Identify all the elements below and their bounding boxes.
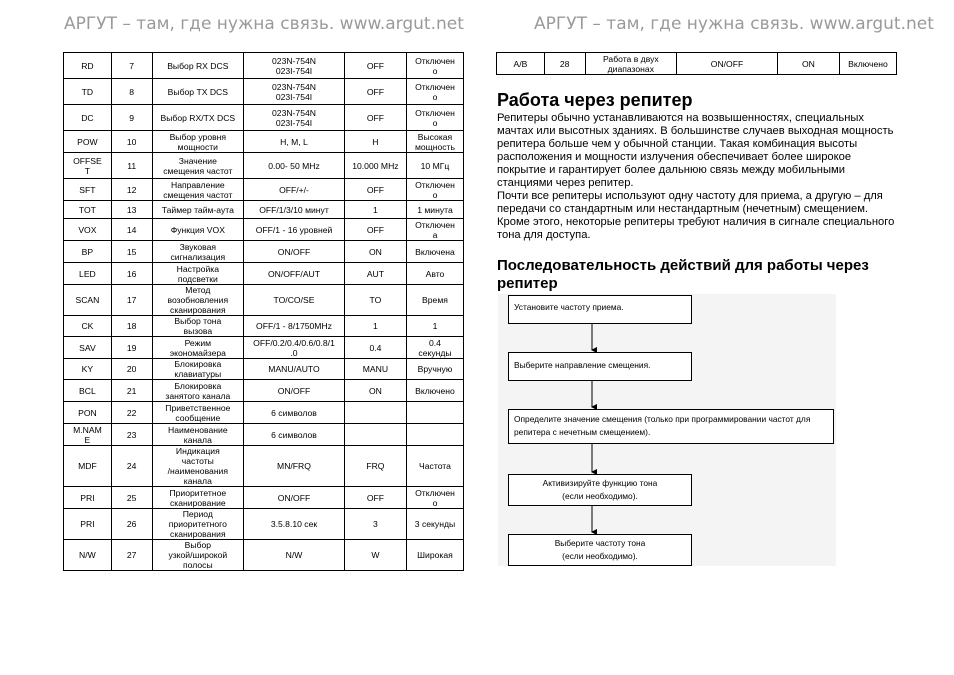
- table-row: [64, 241, 464, 263]
- table-cell: Выбор RX/TX DCS: [152, 105, 244, 131]
- table-cell: 13: [111, 201, 152, 219]
- table-cell: Выбор узкой/широкой полосы: [152, 540, 244, 571]
- table-cell: Выбор уровня мощности: [152, 131, 244, 153]
- table-cell: 19: [111, 337, 152, 359]
- table-row: [64, 337, 464, 359]
- table-cell: OFF: [344, 105, 406, 131]
- table-cell: OFF: [344, 487, 406, 509]
- flow-step-1: Установите частоту приема.: [508, 295, 692, 324]
- table-cell: MANU: [344, 359, 406, 380]
- table-cell: PRI: [64, 509, 112, 540]
- table-cell: ON/OFF: [677, 53, 778, 75]
- table-cell: N/W: [64, 540, 112, 571]
- table-cell: Выбор TX DCS: [152, 79, 244, 105]
- flow-step-4: [508, 474, 692, 506]
- table-cell: OFF: [344, 53, 406, 79]
- table-cell: 0.4 секунды: [406, 337, 463, 359]
- table-cell: ON: [344, 241, 406, 263]
- table-cell: [344, 424, 406, 446]
- menu-settings-table-continued: [496, 52, 897, 75]
- table-row: [64, 487, 464, 509]
- table-cell: 3 секунды: [406, 509, 463, 540]
- table-cell: 27: [111, 540, 152, 571]
- table-cell: 0.00- 50 MHz: [244, 153, 345, 179]
- flow-step-5-text: Выберите частоту тона (если необходимо).: [554, 538, 646, 561]
- table-cell: LED: [64, 263, 112, 285]
- table-cell: Отключен а: [406, 219, 463, 241]
- table-cell: Приоритетное сканирование: [152, 487, 244, 509]
- table-cell: OFF/1 - 16 уровней: [244, 219, 345, 241]
- table-cell: Включена: [406, 241, 463, 263]
- table-cell: TO: [344, 285, 406, 316]
- table-cell: TO/CO/SE: [244, 285, 345, 316]
- table-cell: 24: [111, 446, 152, 487]
- table-row: [497, 53, 897, 75]
- table-row: [64, 380, 464, 402]
- table-cell: 1: [344, 316, 406, 337]
- table-cell: Время: [406, 285, 463, 316]
- table-cell: Работа в двух диапазонах: [585, 53, 677, 75]
- table-cell: TOT: [64, 201, 112, 219]
- table-row: [64, 509, 464, 540]
- table-cell: OFF: [344, 219, 406, 241]
- table-row: [64, 263, 464, 285]
- table-cell: 10: [111, 131, 152, 153]
- table-cell: 28: [544, 53, 585, 75]
- table-cell: Индикация частоты /наименования канала: [152, 446, 244, 487]
- table-row: [64, 131, 464, 153]
- table-cell: 16: [111, 263, 152, 285]
- table-cell: H: [344, 131, 406, 153]
- table-row: [64, 446, 464, 487]
- table-row: [64, 179, 464, 201]
- table-cell: H, M, L: [244, 131, 345, 153]
- table-cell: Настройка подсветки: [152, 263, 244, 285]
- table-cell: W: [344, 540, 406, 571]
- table-cell: Включено: [839, 53, 896, 75]
- table-cell: 023N-754N 023I-754I: [244, 53, 345, 79]
- table-cell: 023N-754N 023I-754I: [244, 105, 345, 131]
- table-cell: Отключен о: [406, 79, 463, 105]
- table-cell: Отключен о: [406, 179, 463, 201]
- table-cell: 10.000 MHz: [344, 153, 406, 179]
- table-cell: OFF: [344, 179, 406, 201]
- table-cell: VOX: [64, 219, 112, 241]
- table-cell: 20: [111, 359, 152, 380]
- table-cell: 25: [111, 487, 152, 509]
- table-row: [64, 424, 464, 446]
- table-cell: ON: [344, 380, 406, 402]
- table-cell: Включено: [406, 380, 463, 402]
- table-cell: Наименование канала: [152, 424, 244, 446]
- table-row: [64, 285, 464, 316]
- table-cell: 15: [111, 241, 152, 263]
- table-cell: Отключен о: [406, 487, 463, 509]
- table-cell: AUT: [344, 263, 406, 285]
- flow-step-3: Определите значение смещения (только при программировании частот для репитера с нечетным смещением).: [508, 409, 834, 444]
- table-cell: POW: [64, 131, 112, 153]
- table-cell: 17: [111, 285, 152, 316]
- table-cell: Метод возобновления сканирования: [152, 285, 244, 316]
- table-cell: 0.4: [344, 337, 406, 359]
- flow-step-2: Выберите направление смещения.: [508, 352, 692, 381]
- table-cell: 023N-754N 023I-754I: [244, 79, 345, 105]
- table-cell: ON: [777, 53, 839, 75]
- table-cell: KY: [64, 359, 112, 380]
- table-cell: 14: [111, 219, 152, 241]
- table-cell: 22: [111, 402, 152, 424]
- table-cell: 8: [111, 79, 152, 105]
- page-header-right: АРГУТ – там, где нужна связь. www.argut.net: [534, 14, 934, 34]
- table-cell: 1: [406, 316, 463, 337]
- table-cell: 1 минута: [406, 201, 463, 219]
- table-cell: OFF/0.2/0.4/0.6/0.8/1 .0: [244, 337, 345, 359]
- table-row: [64, 219, 464, 241]
- table-cell: 11: [111, 153, 152, 179]
- table-cell: 6 символов: [244, 424, 345, 446]
- table-cell: TD: [64, 79, 112, 105]
- table-cell: OFF: [344, 79, 406, 105]
- table-cell: M.NAM E: [64, 424, 112, 446]
- table-row: [64, 316, 464, 337]
- table-cell: N/W: [244, 540, 345, 571]
- table-cell: ON/OFF: [244, 241, 345, 263]
- table-cell: 6 символов: [244, 402, 345, 424]
- table-cell: [406, 424, 463, 446]
- table-cell: BCL: [64, 380, 112, 402]
- table-cell: Блокировка занятого канала: [152, 380, 244, 402]
- page-header-left: АРГУТ – там, где нужна связь. www.argut.net: [64, 14, 464, 34]
- table-cell: MN/FRQ: [244, 446, 345, 487]
- table-row: [64, 540, 464, 571]
- table-cell: ON/OFF: [244, 380, 345, 402]
- table-cell: OFF/+/-: [244, 179, 345, 201]
- table-cell: Высокая мощность: [406, 131, 463, 153]
- table-cell: Вручную: [406, 359, 463, 380]
- table-cell: Отключен о: [406, 105, 463, 131]
- table-cell: MDF: [64, 446, 112, 487]
- table-cell: PON: [64, 402, 112, 424]
- table-cell: Значение смещения частот: [152, 153, 244, 179]
- table-cell: PRI: [64, 487, 112, 509]
- table-cell: 18: [111, 316, 152, 337]
- table-cell: 3.5.8.10 сек: [244, 509, 345, 540]
- table-cell: Блокировка клавиатуры: [152, 359, 244, 380]
- flow-step-4-text: Активизируйте функцию тона (если необходимо).: [542, 478, 658, 501]
- table-cell: Авто: [406, 263, 463, 285]
- repeater-paragraph-1: Репитеры обычно устанавливаются на возвышенностях, специальных мачтах или высотных зданиях. В большинстве случаев выходная мощность репитера больше чем у обычной станции. Такая комбинация высоты расположения и мощности излучения обеспечивает более широкое покрытие и гарантирует более дальнюю связь между мобильными станциями через репитер.: [497, 112, 894, 189]
- table-cell: RD: [64, 53, 112, 79]
- table-cell: BP: [64, 241, 112, 263]
- table-cell: 9: [111, 105, 152, 131]
- table-row: [64, 201, 464, 219]
- table-cell: OFF/1/3/10 минут: [244, 201, 345, 219]
- table-cell: 12: [111, 179, 152, 201]
- table-cell: 21: [111, 380, 152, 402]
- section-title-repeater: Работа через репитер: [497, 90, 693, 110]
- table-cell: Отключен о: [406, 53, 463, 79]
- table-row: [64, 359, 464, 380]
- table-cell: SCAN: [64, 285, 112, 316]
- table-cell: Широкая: [406, 540, 463, 571]
- table-cell: Режим экономайзера: [152, 337, 244, 359]
- repeater-paragraph-2: Почти все репитеры используют одну частоту для приема, а другую – для передачи со стандартным или нестандартным (нечетным) смещением. Кроме этого, некоторые репитеры требуют наличия в сигнале специального тона для доступа.: [497, 190, 895, 241]
- table-cell: ON/OFF/AUT: [244, 263, 345, 285]
- table-row: [64, 153, 464, 179]
- table-cell: Функция VOX: [152, 219, 244, 241]
- table-cell: SAV: [64, 337, 112, 359]
- table-cell: Таймер тайм-аута: [152, 201, 244, 219]
- table-cell: OFFSE T: [64, 153, 112, 179]
- table-cell: A/B: [497, 53, 545, 75]
- table-cell: 7: [111, 53, 152, 79]
- table-cell: FRQ: [344, 446, 406, 487]
- table-cell: Звуковая сигнализация: [152, 241, 244, 263]
- table-row: [64, 402, 464, 424]
- table-cell: SFT: [64, 179, 112, 201]
- table-cell: 10 МГц: [406, 153, 463, 179]
- table-cell: CK: [64, 316, 112, 337]
- flow-step-5: [508, 534, 692, 566]
- table-cell: Выбор RX DCS: [152, 53, 244, 79]
- table-cell: 3: [344, 509, 406, 540]
- table-cell: [344, 402, 406, 424]
- menu-settings-table: [63, 52, 464, 571]
- table-cell: [406, 402, 463, 424]
- table-cell: Выбор тона вызова: [152, 316, 244, 337]
- table-cell: Частота: [406, 446, 463, 487]
- table-row: [64, 53, 464, 79]
- table-cell: DC: [64, 105, 112, 131]
- table-cell: 26: [111, 509, 152, 540]
- table-cell: MANU/AUTO: [244, 359, 345, 380]
- table-cell: 1: [344, 201, 406, 219]
- table-cell: Приветственное сообщение: [152, 402, 244, 424]
- table-cell: Направление смещения частот: [152, 179, 244, 201]
- table-cell: Период приоритетного сканирования: [152, 509, 244, 540]
- table-cell: ON/OFF: [244, 487, 345, 509]
- table-row: [64, 79, 464, 105]
- table-cell: 23: [111, 424, 152, 446]
- table-row: [64, 105, 464, 131]
- section-title-sequence: Последовательность действий для работы через репитер: [497, 257, 869, 292]
- table-cell: OFF/1 - 8/1750MHz: [244, 316, 345, 337]
